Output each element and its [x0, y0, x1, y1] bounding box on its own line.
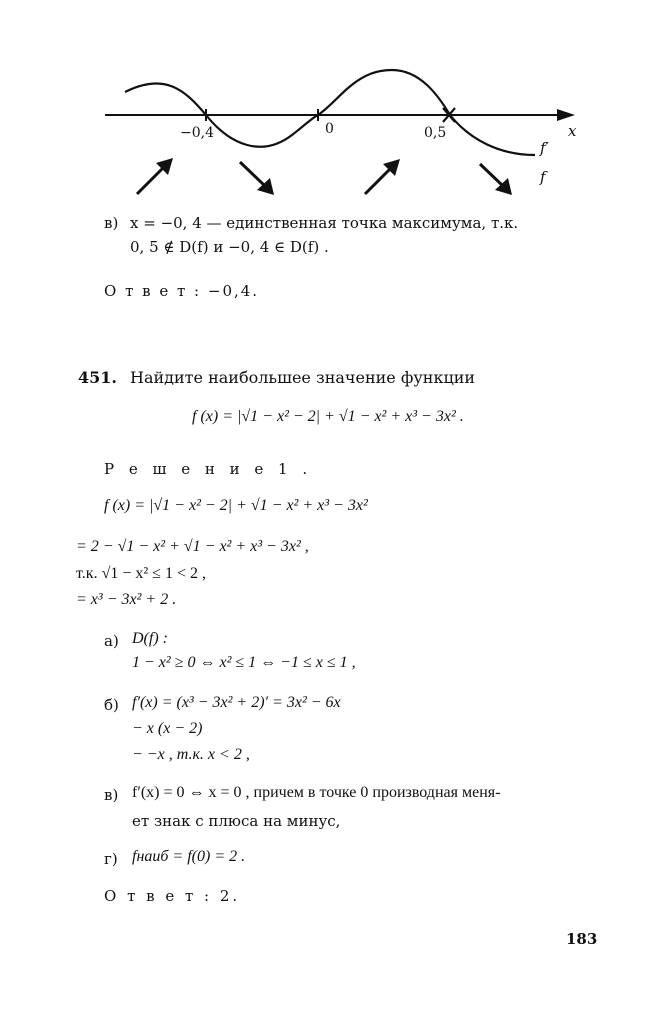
- decrease-arrow-2: [480, 164, 512, 195]
- x-axis-arrowhead: [557, 109, 575, 121]
- item-g-marker: г): [104, 850, 118, 868]
- derivative-sign-graph: [0, 0, 670, 210]
- prev-answer: О т в е т : −0,4.: [104, 282, 260, 300]
- problem-statement: Найдите наибольшее значение функции: [130, 368, 476, 387]
- solution-line2: = 2 − √1 − x² + √1 − x² + x³ − 3x² ,: [76, 538, 309, 555]
- item-b-line1: f′(x) = (x³ − 3x² + 2)′ = 3x² − 6x: [132, 694, 341, 711]
- solution-line4: = x³ − 3x² + 2 .: [76, 591, 177, 608]
- item-a-line1: D(f) :: [132, 630, 168, 647]
- tick-label-0-5: 0,5: [424, 125, 447, 141]
- increase-arrow-1: [137, 158, 173, 194]
- item-v-line1: f′(x) = 0 ⇔ x = 0 , причем в точке 0 производная меня-: [132, 784, 501, 801]
- item-a-line2: 1 − x² ≥ 0 ⇔ x² ≤ 1 ⇔ −1 ≤ x ≤ 1 ,: [132, 654, 356, 671]
- solution-line3: т.к. √1 − x² ≤ 1 < 2 ,: [76, 565, 206, 582]
- tick-label-minus-0-4: −0,4: [180, 125, 214, 141]
- solution-answer: О т в е т : 2.: [104, 887, 241, 905]
- item-b-line2: − x (x − 2): [132, 720, 203, 737]
- x-axis-label: x: [568, 122, 577, 140]
- item-b-marker: б): [104, 696, 119, 714]
- solution-heading: Р е ш е н и е 1 .: [104, 460, 313, 478]
- derivative-curve: [125, 70, 535, 155]
- problem-formula: f (x) = |√1 − x² − 2| + √1 − x² + x³ − 3x² .: [192, 408, 464, 425]
- increase-arrow-2: [365, 159, 400, 194]
- prev-item-v-marker: в): [104, 214, 119, 232]
- item-g-line1: fнаиб = f(0) = 2 .: [132, 848, 246, 865]
- decrease-arrow-1: [240, 162, 274, 195]
- solution-line1: f (x) = |√1 − x² − 2| + √1 − x² + x³ − 3x²: [104, 497, 368, 514]
- tick-label-zero: 0: [325, 121, 334, 137]
- prev-item-v-line1: x = −0, 4 — единственная точка максимума, т.к.: [130, 214, 519, 232]
- page-number: 183: [566, 930, 598, 948]
- derivative-label: f′: [540, 139, 549, 157]
- item-a-marker: а): [104, 632, 119, 650]
- item-v-line2: ет знак с плюса на минус,: [132, 812, 341, 830]
- prev-item-v-line2: 0, 5 ∉ D(f) и −0, 4 ∈ D(f) .: [130, 238, 329, 256]
- item-v-marker: в): [104, 786, 119, 804]
- item-b-line3: − −x , т.к. x < 2 ,: [132, 746, 250, 763]
- problem-number: 451.: [78, 368, 117, 387]
- function-label: f: [540, 168, 546, 186]
